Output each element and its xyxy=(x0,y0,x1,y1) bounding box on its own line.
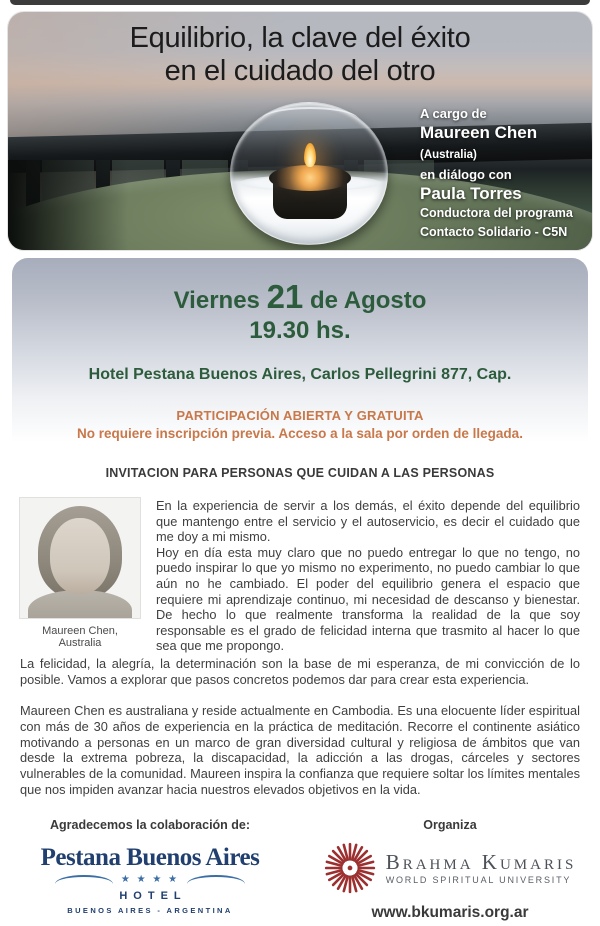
tealight-wax xyxy=(269,165,351,191)
host-name: Paula Torres xyxy=(420,184,522,203)
footer xyxy=(0,818,600,922)
body-paragraph-3: La felicidad, la alegría, la determinación son la base de mi esperanza, de mi convicción de lo posible. Vamos a explorar que pasos concretos podemos dar para crear esta experiencia. xyxy=(20,656,580,687)
bk-subtitle: WORLD SPIRITUAL UNIVERSITY xyxy=(385,875,572,885)
page-title xyxy=(8,22,592,88)
portrait-shoulders xyxy=(28,590,132,618)
credit-intro: A cargo de xyxy=(420,106,487,121)
bk-website-link[interactable]: www.bkumaris.org.ar xyxy=(371,904,529,921)
pestana-swoosh-row xyxy=(0,874,300,885)
table-shadow xyxy=(8,160,128,250)
bio-section xyxy=(20,498,580,654)
four-stars-icon: ★ ★ ★ ★ xyxy=(120,874,180,885)
portrait-caption: Maureen Chen, Australia xyxy=(42,625,118,649)
flame-icon xyxy=(304,143,316,167)
admission-title: PARTICIPACIÓN ABIERTA Y GRATUITA xyxy=(176,408,424,423)
bio-text xyxy=(156,498,580,654)
host-role-1: Conductora del programa xyxy=(420,206,573,220)
portrait-column xyxy=(20,498,146,654)
speaker-credits xyxy=(420,104,588,242)
pestana-location-label: BUENOS AIRES - ARGENTINA xyxy=(67,906,233,915)
bk-starburst-icon xyxy=(324,842,376,894)
bk-name: Brahma Kumaris xyxy=(385,850,577,874)
pestana-logo-name: Pestana Buenos Aires xyxy=(40,844,260,871)
thanks-label: Agradecemos la colaboración de: xyxy=(49,818,251,832)
speaker-name: Maureen Chen (Australia) xyxy=(420,123,538,161)
body-paragraph-4: Maureen Chen es australiana y reside actualmente en Cambodia. Es una elocuente líder espiritual con más de 30 años de experiencia en la práctica de meditación. Recorre el continente asiático motivando a personas en un marco de gran diversidad cultural y religiosa de ámbitos que van desde la extrema pobreza, la discapacidad, la adicción a las drogas, cárceles y sectores vulnerables de la comunidad. Maureen inspira la confianza que requiere soltar los límites mentales que nos impiden avanzar hacia nuestros elevados objetivos en la vida. xyxy=(20,703,580,797)
pestana-hotel-label: HOTEL xyxy=(119,890,187,902)
title-line-1: Equilibrio, la clave del éxito xyxy=(129,22,471,54)
event-time: 19.30 hs. xyxy=(249,317,351,344)
brahma-kumaris-logo xyxy=(300,842,600,894)
top-crop-strip xyxy=(10,0,590,5)
event-date: Viernes 21 de Agosto xyxy=(173,278,427,315)
admission-note: No requiere inscripción previa. Acceso a la sala por orden de llegada. xyxy=(77,426,523,441)
host-role-2: Contacto Solidario - C5N xyxy=(420,225,568,239)
speaker-origin: (Australia) xyxy=(420,149,477,161)
collaboration-column xyxy=(0,818,300,922)
bio-paragraph-1: En la experiencia de servir a los demás, el éxito depende del equilibrio que mantengo entre el servicio y el autoservicio, es decir el cuidado que me doy a mi mismo. xyxy=(156,498,580,545)
invitation-heading: INVITACION PARA PERSONAS QUE CUIDAN A LAS PERSONAS xyxy=(105,466,495,480)
event-day: 21 xyxy=(266,278,304,315)
bk-text-block xyxy=(386,851,577,885)
glass-rim-highlight xyxy=(261,107,359,133)
swoosh-right xyxy=(187,875,245,884)
swoosh-left xyxy=(55,875,113,884)
portrait-photo xyxy=(20,498,140,618)
title-line-2: en el cuidado del otro xyxy=(164,55,436,87)
portrait-face xyxy=(50,518,110,594)
bio-paragraph-2: Hoy en día esta muy claro que no puedo entregar lo que no tengo, no puedo inspirar lo que yo mismo no experimento, no puedo cambiar lo que aún no he cambiado. El poder del equilibrio genera el espacio que requiere mi aprendizaje continuo, mi necesidad de descanso y bienestar. De hecho lo que realmente transforma la realidad de la que soy responsable es el grado de felicidad interna que trasmito al hacer lo que sea que me propongo. xyxy=(156,544,580,654)
candle-bowl-icon xyxy=(230,102,388,245)
event-venue: Hotel Pestana Buenos Aires, Carlos Pellegrini 877, Cap. xyxy=(88,366,512,383)
hero-photo xyxy=(8,12,592,250)
dialog-label: en diálogo con xyxy=(420,167,512,182)
organizer-column xyxy=(300,818,600,922)
event-info-panel xyxy=(12,258,588,452)
organizer-label: Organiza xyxy=(423,818,477,832)
